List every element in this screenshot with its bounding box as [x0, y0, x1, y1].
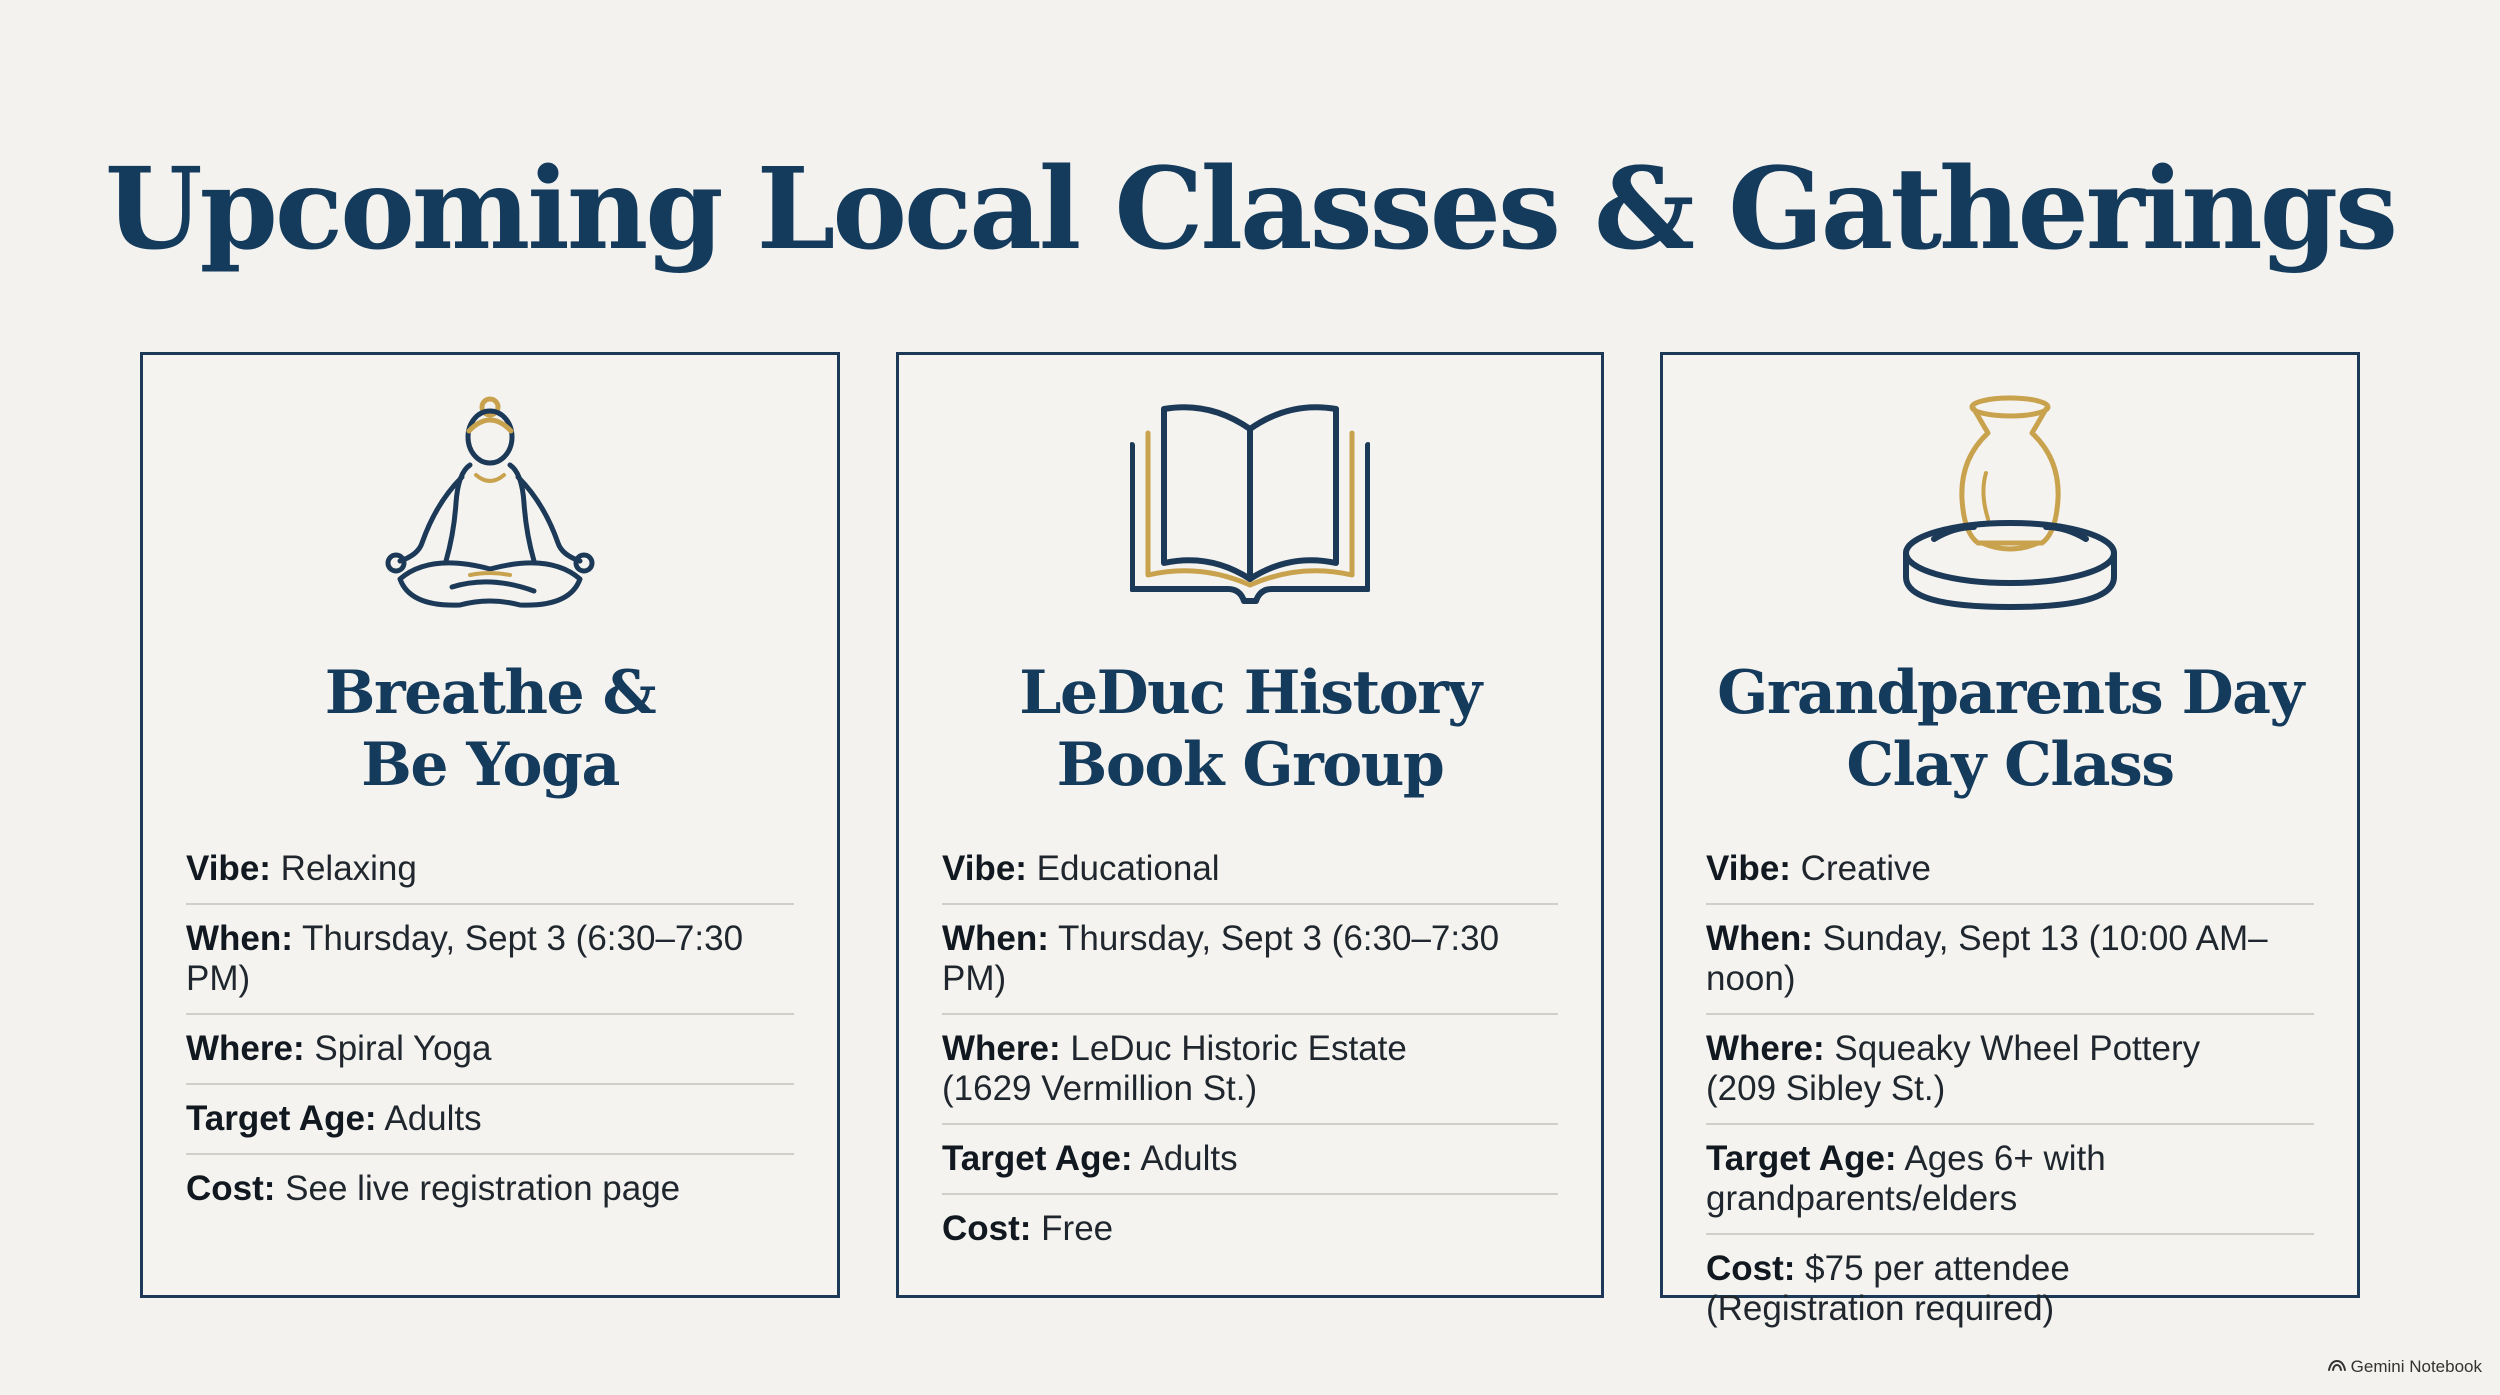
detail-value: Squeaky Wheel Pottery	[1834, 1029, 2201, 1068]
page-title: Upcoming Local Classes & Gatherings	[104, 144, 2396, 275]
detail-target-age	[1706, 1125, 2314, 1235]
detail-value-continued: (209 Sibley St.)	[1706, 1069, 1946, 1108]
event-details	[942, 835, 1558, 1263]
event-title	[1683, 657, 2337, 801]
event-card-yoga	[140, 352, 840, 1298]
detail-value: Sunday, Sept 13 (10:00 AM–noon)	[1706, 919, 2268, 998]
detail-value: Adults	[1140, 1139, 1238, 1178]
detail-value-continued: (1629 Vermillion St.)	[942, 1069, 1258, 1108]
detail-value: Thursday, Sept 3 (6:30–7:30 PM)	[186, 919, 744, 998]
event-card-clay-class	[1660, 352, 2360, 1328]
pottery-wheel-vase-icon	[1890, 393, 2130, 623]
detail-value: Adults	[384, 1099, 482, 1138]
detail-label: Cost:	[942, 1209, 1032, 1248]
detail-cost	[1706, 1235, 2314, 1343]
event-details	[186, 835, 794, 1223]
detail-where	[186, 1015, 794, 1085]
detail-target-age	[942, 1125, 1558, 1195]
watermark	[2327, 1357, 2482, 1377]
detail-label: Target Age:	[942, 1139, 1133, 1178]
detail-when	[942, 905, 1558, 1015]
notebook-logo-icon	[2327, 1357, 2347, 1377]
meditation-icon	[370, 393, 610, 623]
event-title-line-2: Book Group	[1056, 730, 1444, 800]
detail-value: LeDuc Historic Estate	[1070, 1029, 1407, 1068]
detail-value: Thursday, Sept 3 (6:30–7:30 PM)	[942, 919, 1500, 998]
detail-vibe	[942, 835, 1558, 905]
detail-value: $75 per attendee	[1805, 1249, 2070, 1288]
detail-label: Vibe:	[942, 849, 1027, 888]
event-title	[919, 657, 1581, 801]
event-card-book-group	[896, 352, 1604, 1298]
detail-value: Relaxing	[280, 849, 417, 888]
detail-when	[186, 905, 794, 1015]
detail-value: Spiral Yoga	[314, 1029, 492, 1068]
detail-vibe	[186, 835, 794, 905]
event-title	[163, 657, 817, 801]
detail-value-continued: grandparents/elders	[1706, 1179, 2018, 1218]
detail-value: Educational	[1036, 849, 1220, 888]
detail-label: Where:	[942, 1029, 1061, 1068]
detail-value: See live registration page	[285, 1169, 681, 1208]
detail-label: Where:	[1706, 1029, 1825, 1068]
detail-value-continued: (Registration required)	[1706, 1289, 2055, 1328]
detail-value: Creative	[1800, 849, 1931, 888]
detail-label: When:	[942, 919, 1049, 958]
event-title-line-1: Breathe &	[324, 658, 656, 728]
detail-label: When:	[186, 919, 293, 958]
event-title-line-2: Be Yoga	[361, 730, 619, 800]
detail-label: Vibe:	[1706, 849, 1791, 888]
detail-where	[1706, 1015, 2314, 1125]
event-details	[1706, 835, 2314, 1343]
detail-value: Free	[1041, 1209, 1114, 1248]
detail-label: When:	[1706, 919, 1813, 958]
detail-label: Cost:	[186, 1169, 276, 1208]
detail-cost	[942, 1195, 1558, 1263]
detail-label: Target Age:	[1706, 1139, 1897, 1178]
detail-label: Where:	[186, 1029, 305, 1068]
detail-cost	[186, 1155, 794, 1223]
open-book-icon	[1130, 393, 1370, 623]
detail-label: Vibe:	[186, 849, 271, 888]
detail-target-age	[186, 1085, 794, 1155]
detail-where	[942, 1015, 1558, 1125]
detail-when	[1706, 905, 2314, 1015]
watermark-text: Gemini Notebook	[2350, 1357, 2482, 1376]
event-title-line-1: Grandparents Day	[1717, 658, 2303, 728]
event-title-line-1: LeDuc History	[1019, 658, 1481, 728]
event-title-line-2: Clay Class	[1846, 730, 2174, 800]
detail-vibe	[1706, 835, 2314, 905]
detail-label: Target Age:	[186, 1099, 377, 1138]
detail-value: Ages 6+ with	[1904, 1139, 2106, 1178]
detail-label: Cost:	[1706, 1249, 1796, 1288]
